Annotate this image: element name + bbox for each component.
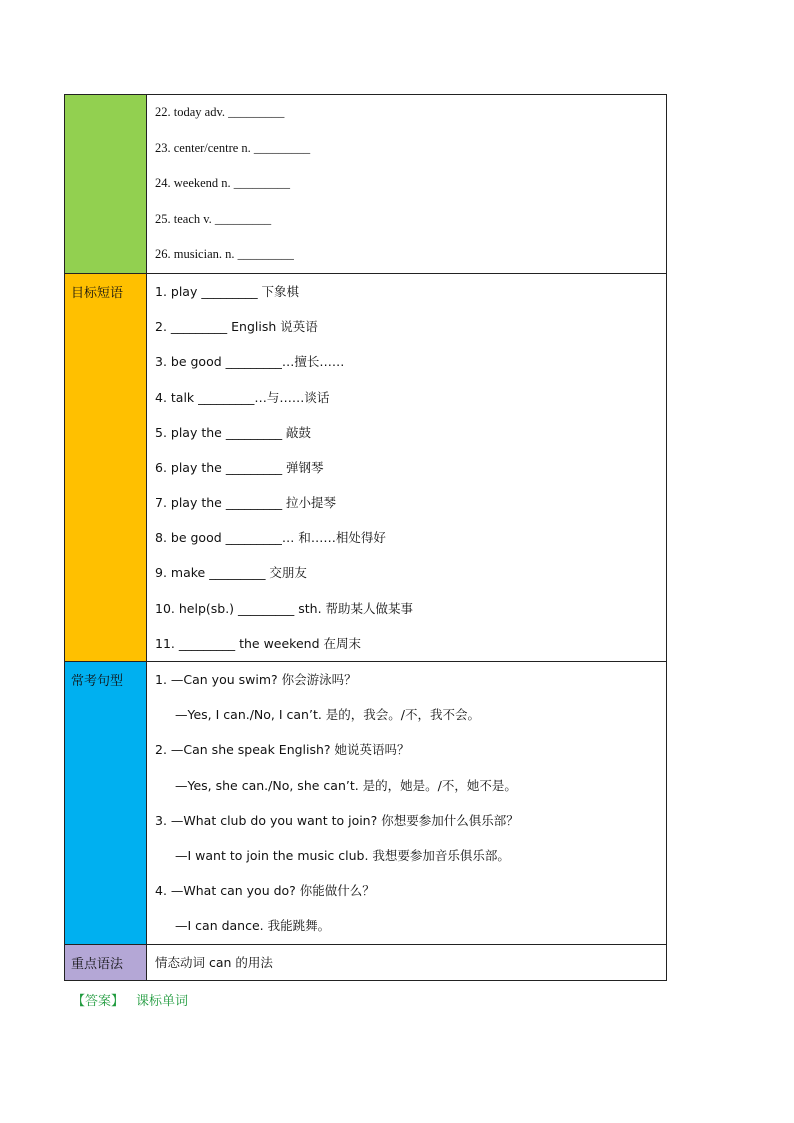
phrase-row-4: 4. talk _________…与……谈话 bbox=[155, 389, 330, 405]
sentence-row-2q: 2. —Can she speak English? 她说英语吗？ bbox=[155, 742, 410, 758]
vocabulary-table bbox=[64, 94, 667, 981]
phrase-row-1: 1. play _________ 下象棋 bbox=[155, 283, 300, 299]
section-label-grammar: 重点语法 bbox=[65, 945, 147, 980]
answer-tag: 【答案】 bbox=[72, 994, 125, 1009]
sentence-row-1q: 1. —Can you swim? 你会游泳吗？ bbox=[155, 672, 357, 688]
section-sentences bbox=[65, 661, 666, 944]
grammar-row: 情态动词 can 的用法 bbox=[155, 954, 273, 970]
sentence-row-1a: —Yes, I can./No, I can’t. 是的，我会。/不，我不会。 bbox=[175, 707, 481, 723]
phrase-row-8: 8. be good _________… 和……相处得好 bbox=[155, 530, 386, 546]
sentence-row-2a: —Yes, she can./No, she can’t. 是的，她是。/不，她不是。 bbox=[175, 777, 517, 793]
phrase-row-10: 10. help(sb.) _________ sth. 帮助某人做某事 bbox=[155, 600, 414, 616]
phrase-row-2: 2. _________ English 说英语 bbox=[155, 319, 318, 335]
sentence-row-3q: 3. —What club do you want to join? 你想要参加什么俱乐部？ bbox=[155, 812, 519, 828]
vocab-row-24: 24. weekend n. _________ bbox=[155, 176, 291, 191]
answer-heading bbox=[72, 990, 188, 1009]
sentence-row-3a: —I want to join the music club. 我想要参加音乐俱乐部。 bbox=[175, 847, 510, 863]
vocab-row-26: 26. musician. n. _________ bbox=[155, 247, 294, 262]
section-label-sentences: 常考句型 bbox=[65, 662, 147, 944]
vocab-row-23: 23. center/centre n. _________ bbox=[155, 140, 311, 155]
sentence-row-4q: 4. —What can you do? 你能做什么？ bbox=[155, 883, 375, 899]
phrase-row-5: 5. play the _________ 敲鼓 bbox=[155, 424, 312, 440]
sentence-row-4a: —I can dance. 我能跳舞。 bbox=[175, 918, 331, 934]
answer-text: 课标单词 bbox=[136, 994, 189, 1009]
section-vocabulary bbox=[65, 95, 666, 273]
phrase-row-7: 7. play the _________ 拉小提琴 bbox=[155, 495, 337, 511]
section-label-vocabulary bbox=[65, 95, 147, 273]
vocab-row-25: 25. teach v. _________ bbox=[155, 211, 272, 226]
phrase-row-3: 3. be good _________…擅长…… bbox=[155, 354, 345, 370]
section-phrases bbox=[65, 273, 666, 661]
phrase-row-9: 9. make _________ 交朋友 bbox=[155, 565, 307, 581]
phrase-row-6: 6. play the _________ 弹钢琴 bbox=[155, 459, 324, 475]
section-label-phrases: 目标短语 bbox=[65, 274, 147, 661]
vocab-row-22: 22. today adv. _________ bbox=[155, 105, 285, 119]
phrase-row-11: 11. _________ the weekend 在周末 bbox=[155, 635, 361, 651]
section-grammar bbox=[65, 944, 666, 980]
